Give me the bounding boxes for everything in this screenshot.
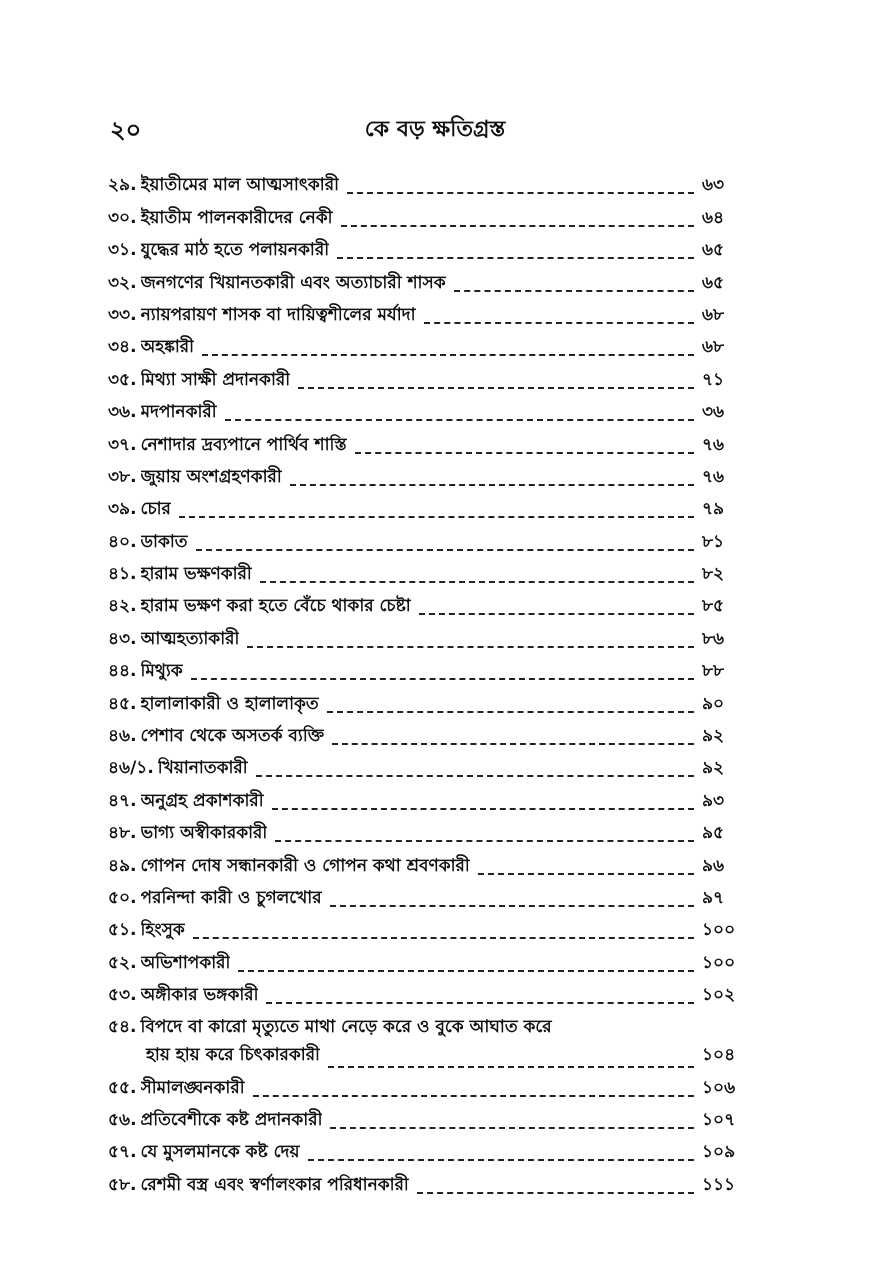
toc-entry-text: [108, 755, 702, 787]
entry-title: প্রতিবেশীকে কষ্ট প্রদানকারী: [140, 1109, 323, 1130]
entry-number: ৪৬.: [108, 726, 137, 747]
entry-title: ন্যায়পরায়ণ শাসক বা দায়িত্বশীলের মর্যাদা: [140, 304, 416, 325]
entry-number: ৪৮.: [108, 823, 137, 844]
toc-entry-text: [108, 885, 702, 917]
toc-entry: [108, 755, 758, 787]
toc-entry: [108, 787, 758, 819]
entry-page-number: ৬৪: [702, 207, 725, 228]
entry-title: ইয়াতীম পালনকারীদের নেকী: [140, 207, 333, 228]
entry-title: বিপদে বা কারো মৃত্যুতে মাথা নেড়ে করে ও বুকে আঘাত করে: [140, 1017, 552, 1038]
entry-number: ৩২.: [108, 272, 137, 293]
toc-entry: [108, 1139, 758, 1171]
entry-title-block: [141, 1014, 552, 1042]
toc-entry: [108, 658, 758, 690]
entry-title: মিথ্যুক: [140, 661, 183, 682]
dotted-leader: [256, 775, 694, 777]
entry-page-number: ৯২: [702, 758, 725, 779]
dotted-leader: [196, 549, 694, 551]
toc-entry-text: [108, 658, 702, 690]
entry-title: জনগণের খিয়ানতকারী এবং অত্যাচারী শাসক: [140, 272, 446, 293]
toc-entry-continuation: [108, 1042, 758, 1074]
toc-entry-text: [108, 302, 702, 334]
dotted-leader: [454, 290, 694, 292]
entry-title: হালালাকারী ও হালালাকৃত: [140, 693, 319, 714]
entry-title: হিংসুক: [140, 920, 185, 941]
entry-page-number: ৭৬: [702, 466, 725, 487]
dotted-leader: [275, 840, 694, 842]
toc-entry-text: [108, 691, 702, 723]
entry-page-number: ৯৭: [702, 887, 725, 908]
entry-number: ৪২.: [108, 596, 137, 617]
entry-title: চোর: [140, 499, 171, 520]
toc-entry: [108, 496, 758, 528]
toc-entry-text: [108, 853, 702, 885]
entry-page-number: ৬৫: [702, 240, 725, 261]
dotted-leader: [424, 322, 694, 324]
entry-page-number: ৮২: [702, 564, 725, 585]
toc-entry-text: [108, 172, 702, 204]
toc-entry-text: [108, 982, 702, 1014]
toc-entry: [108, 917, 758, 949]
dotted-leader: [328, 1066, 694, 1068]
entry-title: অহঙ্কারী: [140, 337, 194, 358]
entry-page-number: ৯৩: [702, 790, 725, 811]
entry-number: ৩০.: [108, 207, 137, 228]
dotted-leader: [478, 873, 694, 875]
toc-entry: [108, 269, 758, 301]
entry-page-number: ৯৫: [702, 823, 725, 844]
entry-number: ৩১.: [108, 240, 137, 261]
entry-page-number: ১০০: [702, 920, 736, 941]
toc-entry-text: [108, 496, 702, 528]
entry-number: ৪৭.: [108, 790, 137, 811]
entry-title: যে মুসলমানকে কষ্ট দেয়: [140, 1142, 300, 1163]
dotted-leader: [355, 452, 694, 454]
entry-page-number: ১০০: [702, 952, 736, 973]
entry-page-number: ১০৬: [702, 1077, 736, 1098]
entry-page-number: ১০৯: [702, 1142, 736, 1163]
entry-title: ভাগ্য অস্বীকারকারী: [140, 823, 268, 844]
entry-number: ৫৫.: [108, 1077, 137, 1098]
entry-number: ৫৩.: [108, 985, 137, 1006]
dotted-leader: [327, 711, 694, 713]
table-of-contents: [108, 172, 758, 1204]
entry-number: ৫৬.: [108, 1109, 137, 1130]
entry-title: যুদ্ধের মাঠ হতে পলায়নকারী: [140, 240, 330, 261]
toc-entry: [108, 334, 758, 366]
toc-entry-text: [108, 270, 702, 302]
toc-entry-text: [108, 593, 702, 625]
toc-entry-text: [108, 626, 702, 658]
dotted-leader: [272, 808, 694, 810]
entry-title: রেশমী বস্ত্র এবং স্বর্ণালংকার পরিধানকারী: [140, 1174, 409, 1195]
entry-title: পরনিন্দা কারী ও চুগলখোর: [140, 887, 322, 908]
entry-number: ৪১.: [108, 564, 137, 585]
toc-entry-text: [108, 529, 702, 561]
entry-number: ৫৮.: [108, 1174, 137, 1195]
entry-page-number: ১১১: [702, 1174, 736, 1195]
entry-number: ৫৭.: [108, 1142, 137, 1163]
entry-number: ৪৩.: [108, 628, 137, 649]
toc-entry: [108, 690, 758, 722]
entry-number: ৪৯.: [108, 855, 137, 876]
dotted-leader: [332, 743, 694, 745]
toc-entry-text: [108, 334, 702, 366]
toc-entry-text: [108, 1075, 702, 1107]
dotted-leader: [298, 387, 694, 389]
toc-entry: [108, 302, 758, 334]
toc-entry: [108, 1171, 758, 1203]
dotted-leader: [330, 905, 694, 907]
toc-entry: [108, 561, 758, 593]
entry-page-number: ৮৮: [702, 661, 725, 682]
entry-number: ৪৪.: [108, 661, 137, 682]
entry-title: সীমালঙ্ঘনকারী: [140, 1077, 245, 1098]
dotted-leader: [417, 1192, 694, 1194]
entry-number: ২৯.: [108, 175, 137, 196]
entry-page-number: ১০২: [702, 985, 736, 1006]
toc-entry-text: [108, 1139, 702, 1171]
toc-entry-text: [108, 950, 702, 982]
toc-entry-text: [108, 1107, 702, 1139]
toc-entry-text: [108, 237, 702, 269]
dotted-leader: [191, 678, 694, 680]
entry-title-continued: হায় হায় করে চিৎকারকারী: [146, 1045, 320, 1066]
toc-entry: [108, 464, 758, 496]
entry-number: ৫০.: [108, 887, 137, 908]
toc-entry: [108, 1074, 758, 1106]
entry-title: জুয়ায় অংশগ্রহণকারী: [140, 466, 282, 487]
dotted-leader: [341, 225, 695, 227]
entry-title: মদপানকারী: [140, 402, 217, 423]
dotted-leader: [330, 1127, 694, 1129]
entry-number: ৪৫.: [108, 693, 137, 714]
entry-page-number: ৯০: [702, 693, 725, 714]
entry-title: অনুগ্রহ প্রকাশকারী: [140, 790, 264, 811]
toc-entry: [108, 723, 758, 755]
toc-entry-text: [108, 432, 702, 464]
entry-title: খিয়ানাতকারী: [157, 758, 248, 779]
toc-entry: [108, 593, 758, 625]
entry-number: ৩৩.: [108, 304, 137, 325]
toc-entry: [108, 431, 758, 463]
book-title: কে বড় ক্ষতিগ্রস্ত: [364, 117, 506, 142]
toc-entry: [108, 399, 758, 431]
dotted-leader: [247, 646, 694, 648]
toc-entry-text: [108, 561, 702, 593]
entry-page-number: ৭৬: [702, 434, 725, 455]
page-number: ২০: [110, 116, 142, 144]
dotted-leader: [238, 970, 694, 972]
toc-entry-text: [108, 788, 702, 820]
dotted-leader: [337, 257, 694, 259]
entry-page-number: ৮১: [702, 531, 725, 552]
entry-number: ৪৬/১.: [108, 758, 154, 779]
entry-title: অভিশাপকারী: [140, 952, 231, 973]
dotted-leader: [419, 613, 694, 615]
dotted-leader: [193, 937, 694, 939]
toc-entry: [108, 852, 758, 884]
entry-page-number: ৮৬: [702, 628, 725, 649]
entry-number: ৩৯.: [108, 499, 137, 520]
toc-entry-text: [108, 367, 702, 399]
entry-number: ৫৪.: [108, 1017, 137, 1038]
toc-entry: [108, 1014, 758, 1074]
entry-page-number: ৬৩: [702, 175, 725, 196]
dotted-leader: [266, 1002, 694, 1004]
dotted-leader: [308, 1159, 695, 1161]
entry-title: অঙ্গীকার ভঙ্গকারী: [140, 985, 259, 1006]
toc-entry: [108, 625, 758, 657]
entry-page-number: ৯৬: [702, 855, 725, 876]
entry-page-number: ৮৫: [702, 596, 725, 617]
dotted-leader: [347, 192, 694, 194]
entry-number: ৪০.: [108, 531, 137, 552]
dotted-leader: [225, 419, 694, 421]
entry-title: হারাম ভক্ষণ করা হতে বেঁচে থাকার চেষ্টা: [140, 596, 411, 617]
toc-entry: [108, 885, 758, 917]
entry-number: ৩৭.: [108, 434, 137, 455]
entry-number: ৫২.: [108, 952, 137, 973]
entry-page-number: ৩৬: [702, 402, 725, 423]
toc-entry: [108, 366, 758, 398]
entry-title: গোপন দোষ সন্ধানকারী ও গোপন কথা শ্রবণকারী: [140, 855, 470, 876]
toc-entry-text: [108, 820, 702, 852]
toc-entry-text: [108, 399, 702, 431]
toc-entry-text: [108, 1172, 702, 1204]
entry-page-number: ৬৫: [702, 272, 725, 293]
entry-page-number: ৭১: [702, 369, 725, 390]
entry-number: ৩৫.: [108, 369, 137, 390]
page-header: [110, 112, 760, 148]
dotted-leader: [202, 354, 694, 356]
entry-page-number: ৭৯: [702, 499, 725, 520]
toc-entry-text: [108, 205, 702, 237]
toc-entry: [108, 982, 758, 1014]
dotted-leader: [260, 581, 694, 583]
entry-title: পেশাব থেকে অসতর্ক ব্যক্তি: [140, 726, 325, 747]
dotted-leader: [253, 1095, 694, 1097]
entry-title: ডাকাত: [140, 531, 188, 552]
entry-title: নেশাদার দ্রব্যপানে পার্থিব শাস্তি: [140, 434, 347, 455]
entry-title: হারাম ভক্ষণকারী: [140, 564, 252, 585]
toc-entry-text: [108, 917, 702, 949]
toc-entry: [108, 820, 758, 852]
entry-number: ৫১.: [108, 920, 137, 941]
toc-entry: [108, 237, 758, 269]
toc-entry: [108, 949, 758, 981]
entry-title: মিথ্যা সাক্ষী প্রদানকারী: [140, 369, 291, 390]
toc-entry-text: [108, 1014, 758, 1042]
entry-number: ৩৬.: [108, 402, 137, 423]
dotted-leader: [290, 484, 694, 486]
entry-number: ৩৪.: [108, 337, 137, 358]
entry-page-number: ৬৮: [702, 337, 725, 358]
entry-page-number: ৬৮: [702, 304, 725, 325]
toc-entry: [108, 204, 758, 236]
toc-entry-text: [108, 723, 702, 755]
entry-title: ইয়াতীমের মাল আত্মসাৎকারী: [140, 175, 339, 196]
entry-title: আত্মহত্যাকারী: [140, 628, 240, 649]
toc-entry: [108, 528, 758, 560]
entry-page-number: ৯২: [702, 726, 725, 747]
toc-entry-text: [108, 464, 702, 496]
entry-number: ৩৮.: [108, 466, 137, 487]
entry-page-number: ১০৪: [702, 1045, 736, 1066]
toc-entry: [108, 172, 758, 204]
toc-entry: [108, 1107, 758, 1139]
dotted-leader: [179, 516, 694, 518]
entry-page-number: ১০৭: [702, 1109, 736, 1130]
